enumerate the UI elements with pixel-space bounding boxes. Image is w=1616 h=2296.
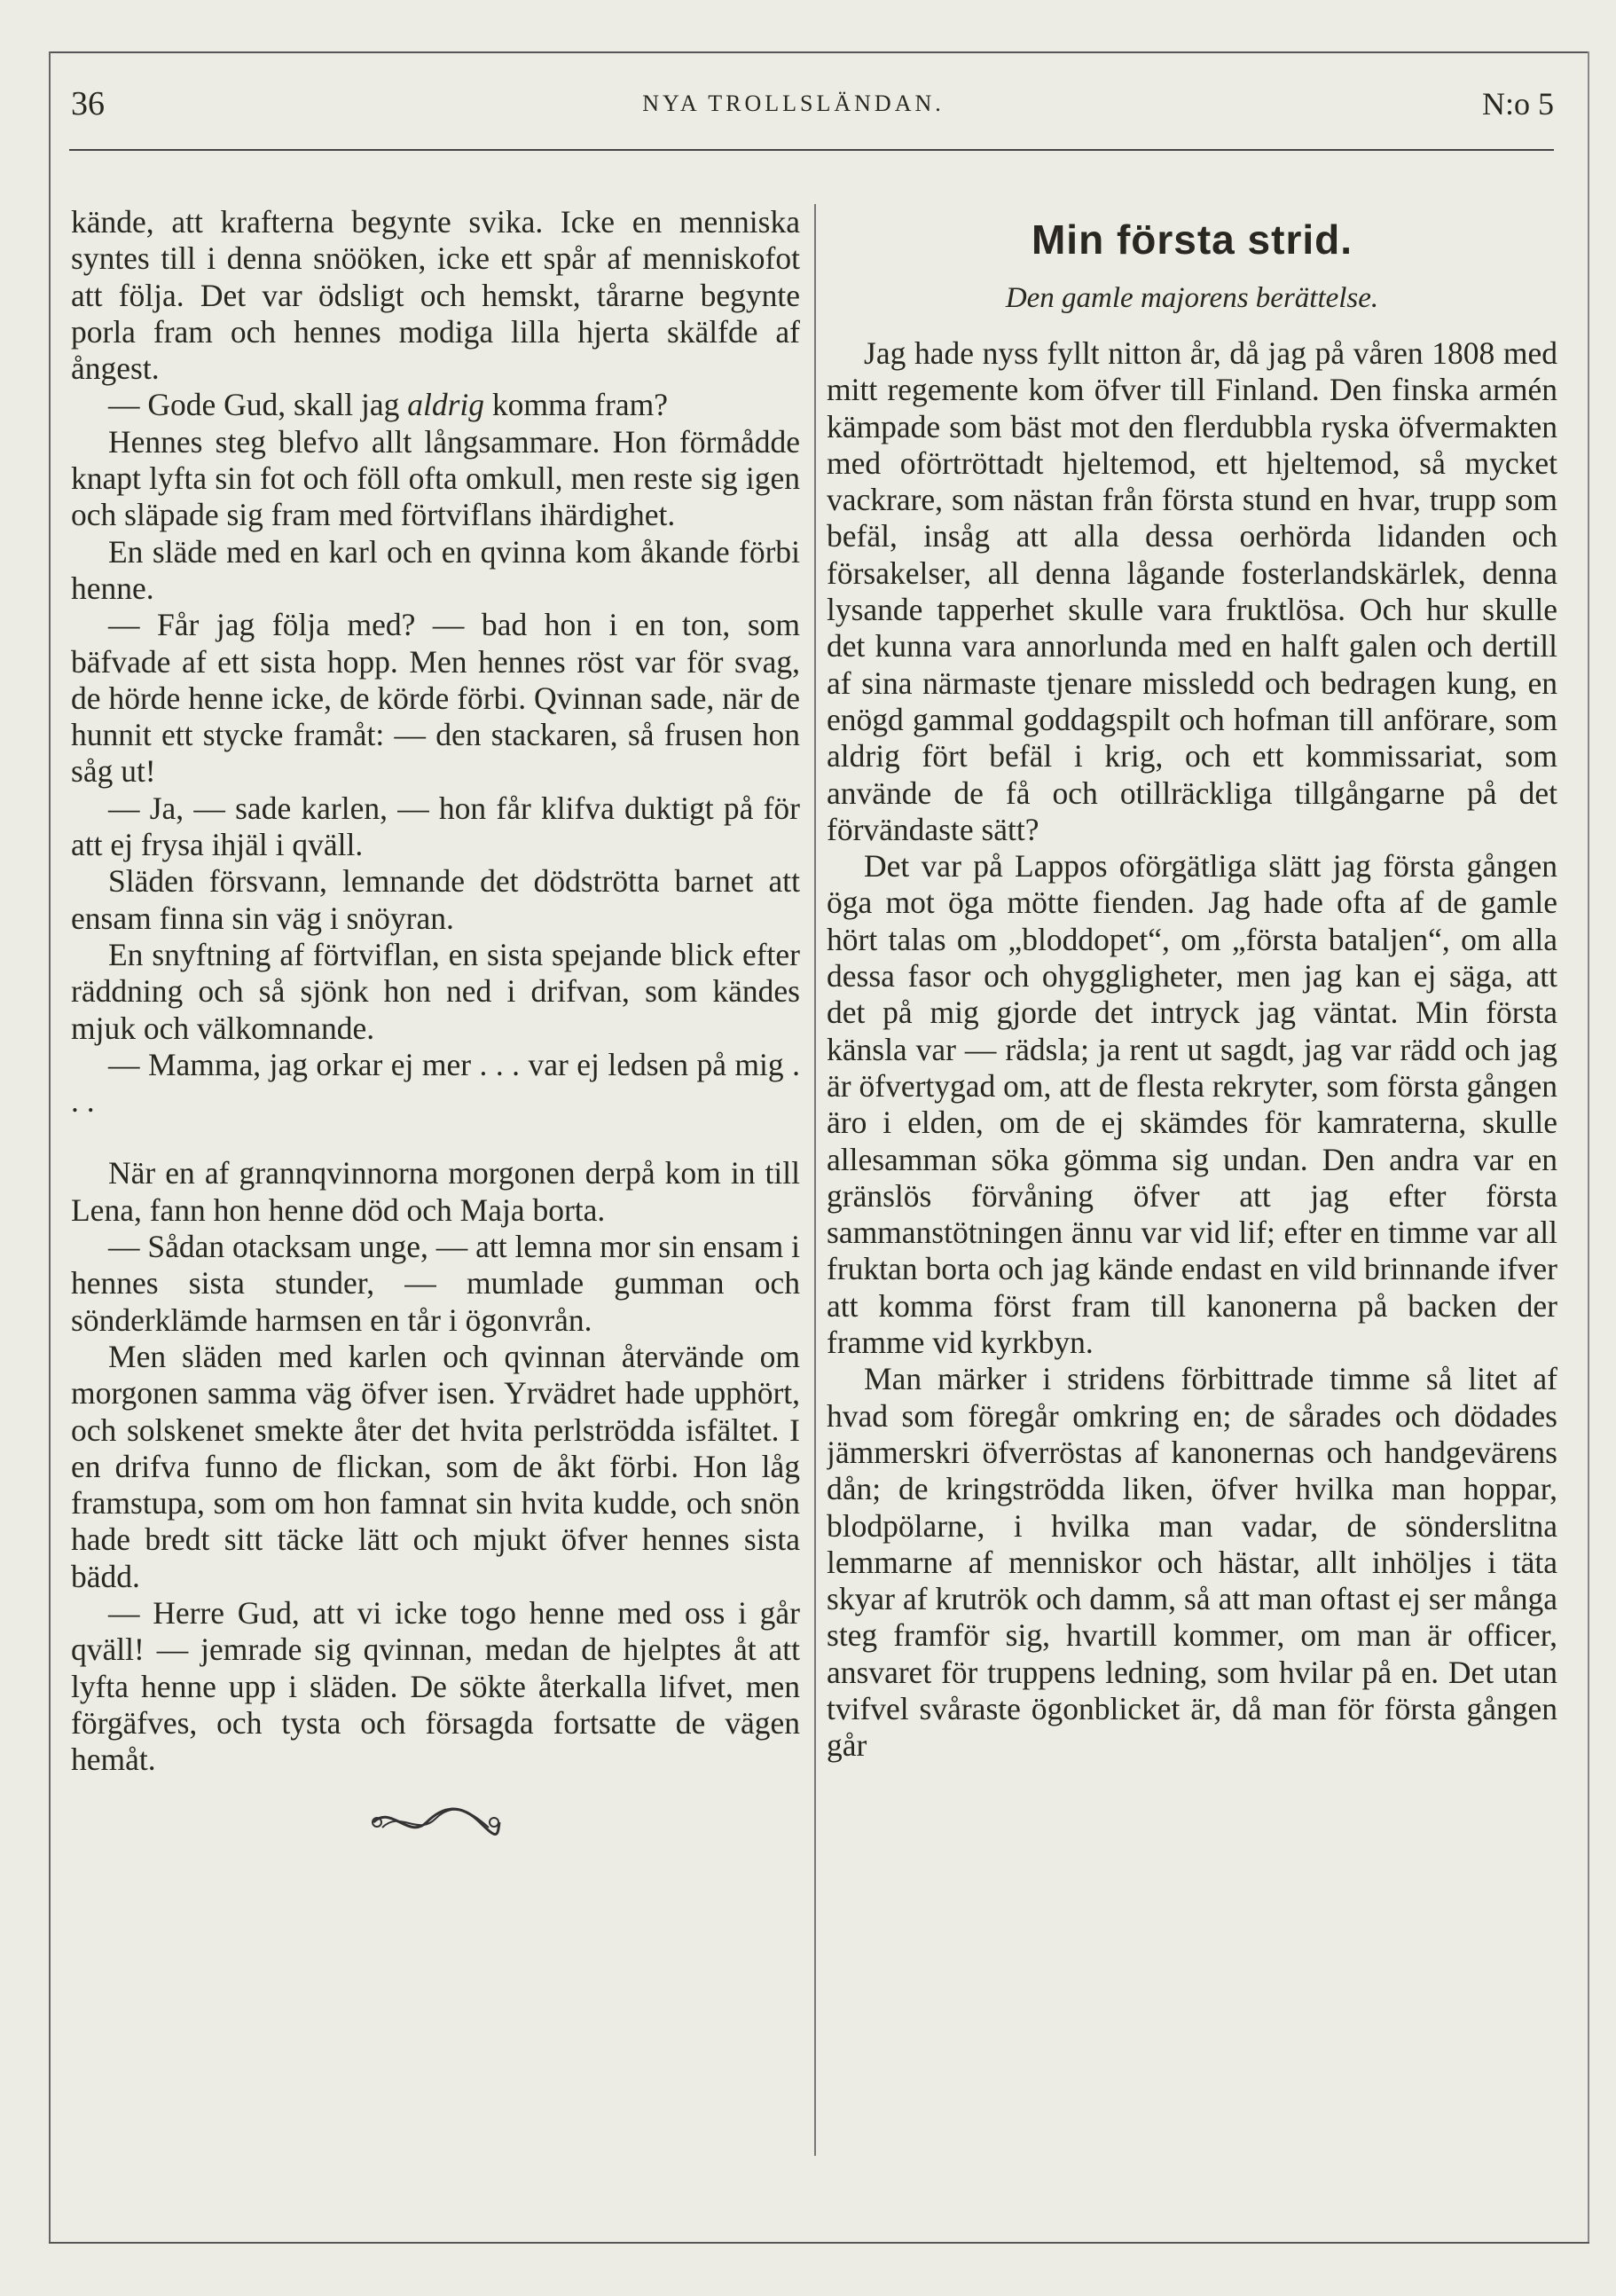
- paragraph-text: — Gode Gud, skall jag: [108, 387, 400, 423]
- running-title: NYA TROLLSLÄNDAN.: [642, 90, 945, 116]
- frame-right-rule: [1588, 51, 1589, 2243]
- frame-top-rule: [49, 51, 1589, 53]
- paragraph: — Får jag följa med? — bad hon i en ton, som bäfvade af ett sista hopp. Men hennes röst var för svag, de hörde henne icke, de körde förbi. Qvinnan sade, när de hunnit ett stycke framåt: — den stackaren, så frusen hon såg ut!: [71, 607, 800, 790]
- flourish-icon: [365, 1801, 506, 1844]
- page-number: 36: [71, 85, 105, 122]
- paragraph: kände, att krafterna begynte svika. Icke en menniska syntes till i denna snööken, icke ett spår af menniskofot att följa. Det var ödsligt och hemskt, tårarne begynte porla fram och hennes modiga lilla hjerta skälfde af ångest.: [71, 204, 800, 387]
- right-column: [827, 204, 1557, 2218]
- paragraph: — Ja, — sade karlen, — hon får klifva duktigt på för att ej frysa ihjäl i qväll.: [71, 790, 800, 863]
- emphasis-text: aldrig: [407, 387, 484, 423]
- paragraph: En snyftning af förtviflan, en sista spejande blick efter räddning och så sjönk hon ned i drifvan, som kändes mjuk och välkomnande.: [71, 936, 800, 1046]
- bottom-rule: [49, 2242, 1589, 2244]
- frame-left-rule: [49, 51, 51, 2243]
- ornament-flourish: [71, 1801, 800, 1852]
- paragraph: [71, 387, 800, 423]
- paragraph: Det var på Lappos oförgätliga slätt jag första gången öga mot öga mötte fienden. Jag hade ofta af de gamle hört talas om „bloddopet“, om „första bataljen“, om alla dessa fasor och ohyggligheter, men jag kan ej säga, att det på mig gjorde det intryck jag väntat. Min första känsla var — rädsla; ja rent ut sagdt, jag var rädd och jag är öfvertygad om, att de flesta rekryter, som första gången äro i elden, om de ej skämdes för kamraterna, skulle allesamman söka gömma sig undan. Den andra var en gränslös förvåning öfver att jag efter första sammanstötningen ännu var vid lif; efter en timme var all fruktan borta och jag kände endast en vild brinnande ifver att komma först fram till kanonerna på backen der framme vid kyrkbyn.: [827, 848, 1557, 1361]
- issue-number: N:o 5: [1482, 86, 1554, 122]
- paragraph-text: komma fram?: [491, 387, 669, 423]
- article-title: Min första strid.: [1031, 216, 1353, 263]
- article-subtitle: Den gamle majorens berättelse.: [1005, 282, 1379, 314]
- paragraph: Släden försvann, lemnande det dödströtta barnet att ensam finna sin väg i snöyran.: [71, 863, 800, 936]
- paragraph: Jag hade nyss fyllt nitton år, då jag på våren 1808 med mitt regemente kom öfver till Finland. Den finska armén kämpade som bäst mot den flerdubbla ryska öfvermakten med oförtröttadt hjeltemod, ett hjeltemod, så mycket vackrare, som nästan från första stund en hvar, trupp som befäl, insåg att alla dessa oerhörda lidanden och försakelser, all denna lågande fosterlandskärlek, denna lysande tapperhet skulle vara fruktlösa. Och hur skulle det kunna vara annorlunda med en halft galen och dertill af sina närmaste tjenare missledd och bedragen kung, en enögd gammal goddagspilt och hofman till anförare, som aldrig fört befäl i krig, och ett kommissariat, som använde de få och otillräckliga tillgångarne på det förvändaste sätt?: [827, 335, 1557, 847]
- paragraph: — Herre Gud, att vi icke togo henne med oss i går qväll! — jemrade sig qvinnan, medan de hjelptes åt att lyfta henne upp i släden. De sökte återkalla lifvet, men förgäfves, och tysta och försagda fortsatte de vägen hemåt.: [71, 1594, 800, 1778]
- column-divider: [814, 204, 816, 2156]
- page-header: [71, 82, 1554, 126]
- header-rule: [69, 149, 1554, 151]
- paragraph: Men släden med karlen och qvinnan återvände om morgonen samma väg öfver isen. Yrvädret hade upphört, och solskenet smekte åter det hvita perlströdda isfältet. I en drifva funno de flickan, som de åkt förbi. Hon låg framstupa, som om hon famnat sin hvita kudde, och snön hade bredt sitt täcke lätt och mjukt öfver hennes sista bädd.: [71, 1338, 800, 1594]
- paragraph: Hennes steg blefvo allt långsammare. Hon förmådde knapt lyfta sin fot och föll ofta omkull, men reste sig igen och släpade sig fram med förtviflans ihärdighet.: [71, 423, 800, 533]
- paragraph: En släde med en karl och en qvinna kom åkande förbi henne.: [71, 533, 800, 606]
- paragraph: — Mamma, jag orkar ej mer . . . var ej ledsen på mig . . .: [71, 1046, 800, 1120]
- left-column: [71, 204, 800, 2191]
- paragraph: När en af grannqvinnorna morgonen derpå kom in till Lena, fann hon henne död och Maja borta.: [71, 1155, 800, 1228]
- paragraph: — Sådan otacksam unge, — att lemna mor sin ensam i hennes sista stunder, — mumlade gumman och sönderklämde harmsen en tår i ögonvrån.: [71, 1229, 800, 1338]
- paragraph: Man märker i stridens förbittrade timme så litet af hvad som föregår omkring en; de sårades och dödades jämmerskri öfverröstas af kanonernas och handgevärens dån; de kringströdda liken, öfver hvilka man hoppar, blodpölarne, i hvilka man vadar, de sönderslitna lemmarne af menniskor och hästar, allt inhöljes i täta skyar af krutrök och damm, så att man oftast ej ser många steg framför sig, hvartill kommer, om man är officer, ansvaret för truppens ledning, som hvilar på en. Det utan tvifvel svåraste ögonblicket är, då man för första gången går: [827, 1361, 1557, 1764]
